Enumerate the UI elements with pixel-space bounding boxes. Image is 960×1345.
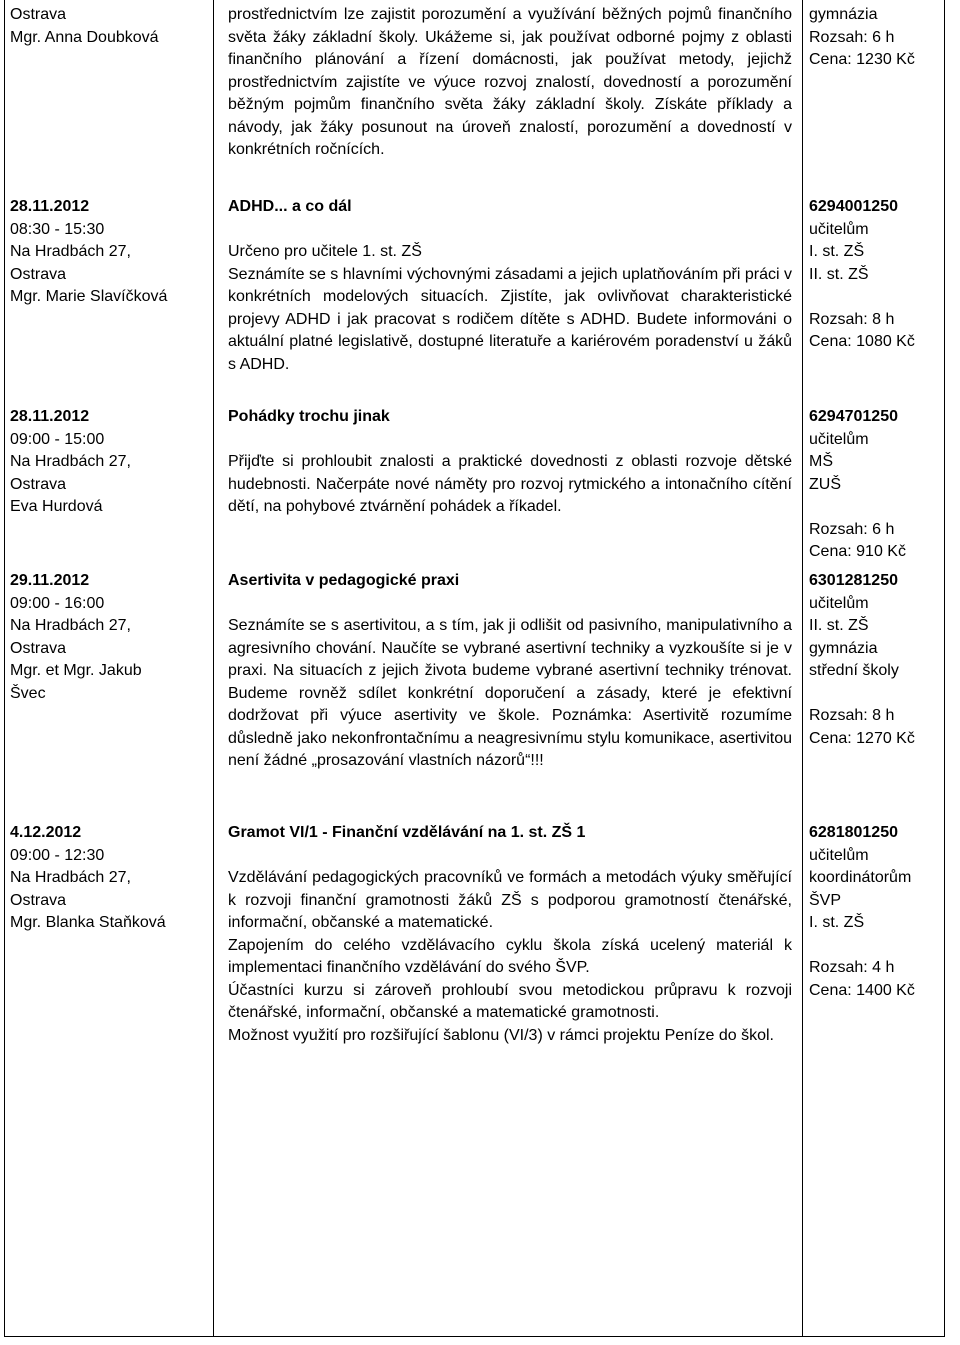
target-audience: ZUŠ xyxy=(809,475,841,493)
target-audience: ŠVP xyxy=(809,891,842,909)
course-price: Cena: 1080 Kč xyxy=(809,333,915,350)
lecturer: Mgr. Marie Slavíčková xyxy=(10,288,168,305)
city: Ostrava xyxy=(10,6,67,23)
course-address: Na Hradbách 27, xyxy=(10,453,131,470)
course-description: prostřednictvím lze zajistit porozumění a využívání běžných pojmů finančního světa žáky základní školy. Ukážeme si, jak používat odborné pojmy z oblasti finančního plánování a řízení domácnosti, jak používat metody, jejichž prostřednictvím zajistíte ve výuce rozvoj znalostí, dovedností a porozumění běžným pojmům finančního světa žáky základní školy. Získáte příklady a návody, jak žáky posunout na úroveň znalostí, porozumění a dovedností v konkrétních ročnících. xyxy=(228,6,792,158)
target-audience: II. st. ZŠ xyxy=(809,617,869,634)
course-price: Cena: 1230 Kč xyxy=(809,51,915,68)
city: Ostrava xyxy=(10,891,67,909)
course-title: ADHD... a co dál xyxy=(228,198,352,215)
course-price: Cena: 1270 Kč xyxy=(809,729,915,747)
course-address: Na Hradbách 27, xyxy=(10,243,131,260)
course-target-cell xyxy=(803,566,945,818)
lecturer: Eva Hurdová xyxy=(10,498,103,515)
course-title: Gramot VI/1 - Finanční vzdělávání na 1. st. ZŠ 1 xyxy=(228,824,586,841)
target-audience: učitelům xyxy=(809,430,869,448)
course-description: Zapojením do celého vzdělávacího cyklu škola získá ucelený materiál k implementaci finančního vzdělávání do svého ŠVP. xyxy=(228,936,792,976)
city: Ostrava xyxy=(10,475,67,493)
course-time: 08:30 - 15:30 xyxy=(10,220,105,238)
course-description-cell xyxy=(214,566,803,818)
course-description: Seznámíte se s asertivitou, a s tím, jak ji odlišit od pasivního, manipulativního a agresivního chování. Naučíte se vybrané asertivní techniky a vyzkoušíte si je v praxi. Na situacích z jejich života budeme vybrané asertivní techniky trénovat. Budeme rovněž sdílet konkrétní doporučení a zásady, které je efektivní dodržovat při výuce asertivity ve škole. Poznámka: Asertivitě rozumíme důsledně jako nekonfrontačnímu a neagresivnímu stylu komunikace, asertivitou není žádné „prosazování vlastních názorů“!!! xyxy=(228,617,792,769)
lecturer: Mgr. Anna Doubková xyxy=(10,28,159,46)
course-hours: Rozsah: 4 h xyxy=(809,959,895,976)
target-audience: MŠ xyxy=(809,453,833,470)
course-description: Seznámíte se s hlavními výchovnými zásadami a jejich uplatňováním při práci v konkrétních modelových situacích. Zjistíte, jak ovlivňovat charakteristické projevy ADHD i jak pracovat s rodičem dítěte s ADHD. Budete informováni o aktuální platné legislativě, dostupné literatuře a kariérovém poradenství u žáků s ADHD. xyxy=(228,265,792,373)
course-hours: Rozsah: 8 h xyxy=(809,707,895,724)
course-description: Možnost využití pro rozšiřující šablonu (VI/3) v rámci projektu Peníze do škol. xyxy=(228,1026,774,1044)
target-audience: I. st. ZŠ xyxy=(809,243,865,260)
lecturer: Mgr. et Mgr. Jakub xyxy=(10,662,142,679)
target-audience: učitelům xyxy=(809,594,869,612)
course-code: 6301281250 xyxy=(809,572,898,589)
course-info-cell xyxy=(5,566,214,818)
course-address: Na Hradbách 27, xyxy=(10,869,131,886)
course-hours: Rozsah: 8 h xyxy=(809,310,895,328)
course-price: Cena: 1400 Kč xyxy=(809,981,915,999)
target-audience: gymnázia xyxy=(809,6,878,23)
course-info-cell xyxy=(5,818,214,1337)
table-row xyxy=(5,402,945,566)
course-description: Účastníci kurzu si zároveň prohloubí svou metodickou průpravu k rozvoji čtenářské, informační, občanské a matematické gramotnosti. xyxy=(228,981,792,1021)
course-target-cell xyxy=(803,402,945,566)
target-audience: I. st. ZŠ xyxy=(809,914,865,931)
target-audience: koordinátorům xyxy=(809,869,912,886)
lecturer: Mgr. Blanka Staňková xyxy=(10,914,166,931)
course-description: Vzdělávání pedagogických pracovníků ve formách a metodách výuky směřující k rozvoji finanční gramotnosti žáků ZŠ s podporou gramotností čtenářské, informační, občanské a matematické. xyxy=(228,869,792,931)
course-date: 28.11.2012 xyxy=(10,408,90,425)
table-row xyxy=(5,818,945,1337)
course-title: Asertivita v pedagogické praxi xyxy=(228,572,460,589)
course-info-cell xyxy=(5,402,214,566)
course-time: 09:00 - 16:00 xyxy=(10,594,105,612)
target-audience: II. st. ZŠ xyxy=(809,265,869,283)
course-code: 6294001250 xyxy=(809,198,898,215)
course-target-cell xyxy=(803,0,945,192)
course-title: Pohádky trochu jinak xyxy=(228,408,390,425)
table-row xyxy=(5,0,945,192)
course-description-cell xyxy=(214,402,803,566)
course-address: Na Hradbách 27, xyxy=(10,617,131,634)
course-target-cell xyxy=(803,818,945,1337)
course-target-cell xyxy=(803,192,945,402)
city: Ostrava xyxy=(10,265,67,283)
course-date: 29.11.2012 xyxy=(10,572,90,589)
course-code: 6294701250 xyxy=(809,408,898,425)
course-description-cell xyxy=(214,818,803,1337)
course-description-cell xyxy=(214,0,803,192)
course-time: 09:00 - 15:00 xyxy=(10,430,105,448)
course-code: 6281801250 xyxy=(809,824,898,841)
course-date: 4.12.2012 xyxy=(10,824,82,841)
course-date: 28.11.2012 xyxy=(10,198,90,215)
target-audience: střední školy xyxy=(809,662,899,679)
target-audience: učitelům xyxy=(809,220,869,238)
course-info-cell xyxy=(5,0,214,192)
course-table xyxy=(4,0,945,1337)
course-time: 09:00 - 12:30 xyxy=(10,846,105,864)
course-description-cell xyxy=(214,192,803,402)
course-info-cell xyxy=(5,192,214,402)
target-audience: gymnázia xyxy=(809,639,878,657)
target-audience: učitelům xyxy=(809,846,869,864)
course-hours: Rozsah: 6 h xyxy=(809,28,895,46)
course-price: Cena: 910 Kč xyxy=(809,543,906,560)
course-hours: Rozsah: 6 h xyxy=(809,520,895,538)
course-description: Přijďte si prohloubit znalosti a praktické dovednosti z oblasti rozvoje dětské hudebnosti. Načerpáte nové náměty pro rozvoj rytmického a intonačního cítění dětí, na pohybové ztvárnění pohádek a říkadel. xyxy=(228,453,792,515)
table-row xyxy=(5,566,945,818)
city: Ostrava xyxy=(10,639,67,657)
table-row xyxy=(5,192,945,402)
course-subtitle: Určeno pro učitele 1. st. ZŠ xyxy=(228,243,422,260)
lecturer: Švec xyxy=(10,684,46,702)
